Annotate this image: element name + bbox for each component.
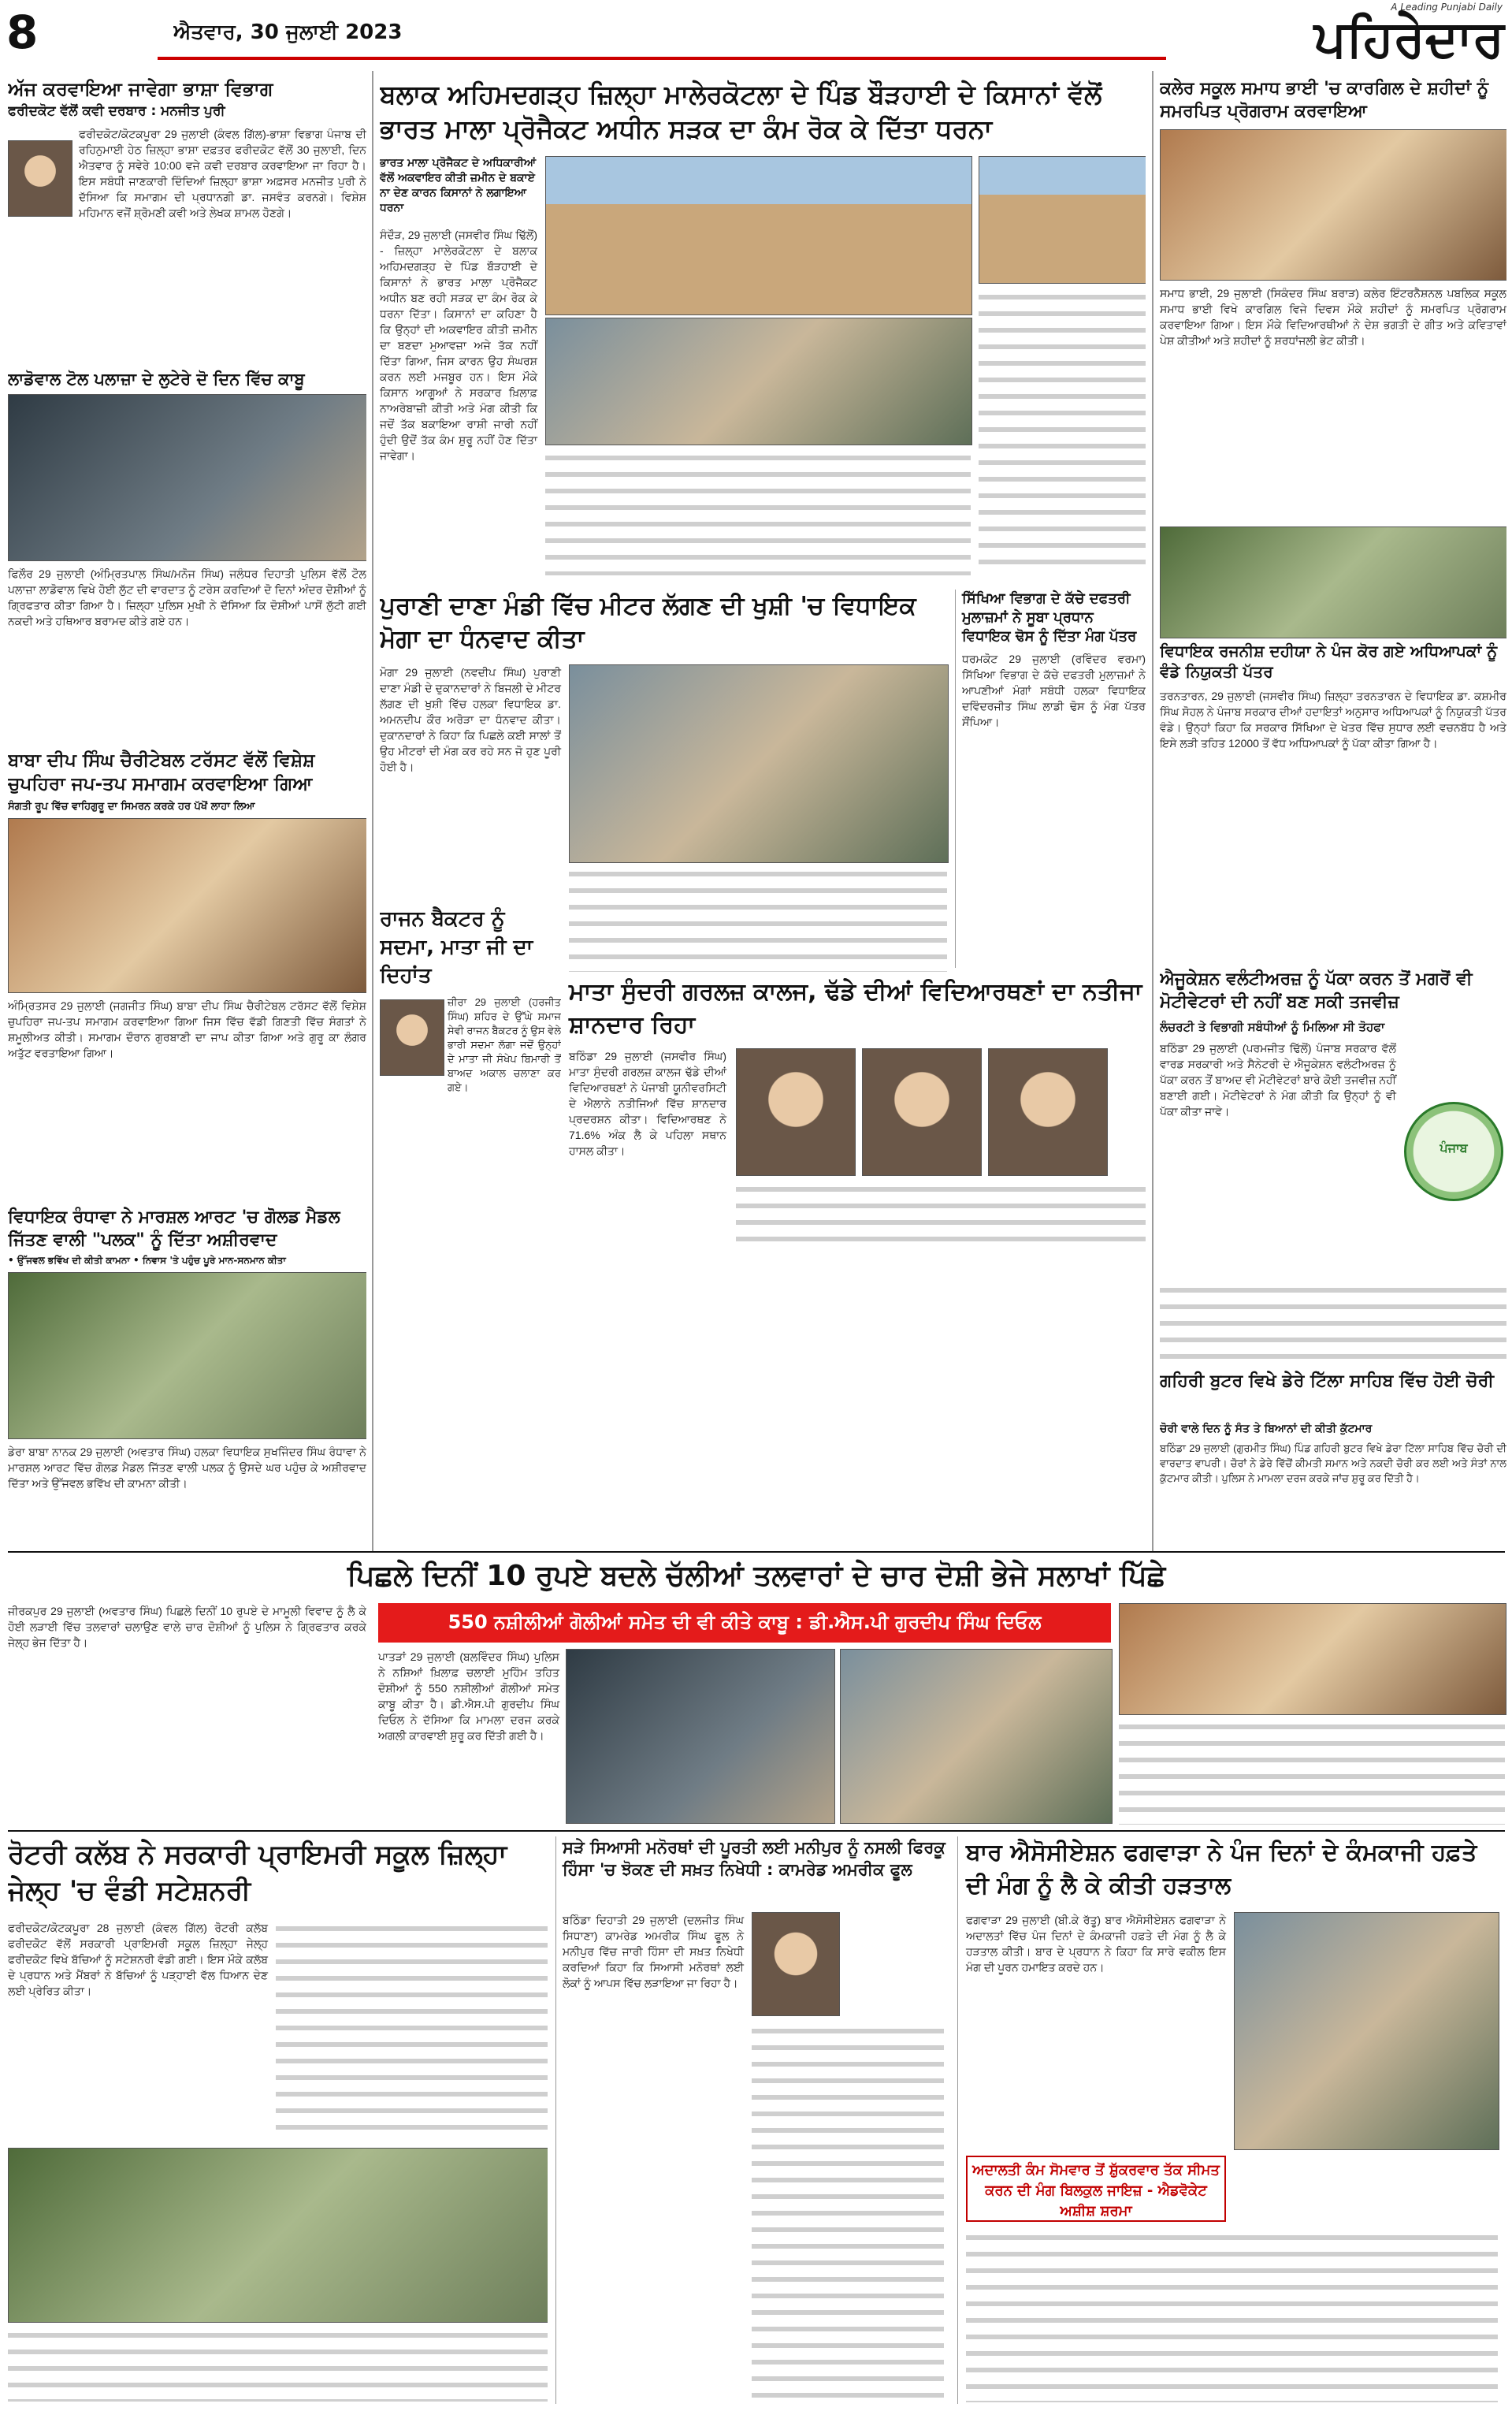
road-construction-photo [545,156,972,315]
side-event-body [1119,1718,1505,1825]
palak-medal-photo [8,1272,366,1439]
amrik-phool-photo [752,1912,840,2016]
kargil-program-photo [1160,129,1506,281]
left-column [8,77,366,1551]
rotary-body-cont [276,1920,548,2141]
mandi-meter-body-cont [569,865,947,972]
manipur-headline: ਸੜੇ ਸਿਆਸੀ ਮਨੋਰਥਾਂ ਦੀ ਪੂਰਤੀ ਲਈ ਮਨੀਪੁਰ ਨੂੰ ਨਸਲੀ ਫਿਰਕੂ ਹਿੰਸਾ 'ਚ ਝੋਕਣ ਦੀ ਸਖ਼ਤ ਨਿਖੇਧੀ : ਕਾਮਰੇਡ ਅਮਰੀਕ ਫੂਲ [563,1838,945,1879]
header-rule [158,57,1166,60]
column-divider-right [1152,71,1154,1553]
text-continuation [569,865,947,972]
text-continuation [8,2327,548,2402]
manjit-puri-photo [8,140,72,217]
lawyers-strike-photo [1234,1912,1499,2150]
text-continuation [1119,1718,1505,1825]
mandi-meter-headline: ਪੁਰਾਣੀ ਦਾਣਾ ਮੰਡੀ ਵਿੱਚ ਮੀਟਰ ਲੱਗਣ ਦੀ ਖੁਸ਼ੀ 'ਚ ਵਿਧਾਇਕ ਮੋਗਾ ਦਾ ਧੰਨਵਾਦ ਕੀਤਾ [380,592,916,653]
text-continuation [979,288,1146,576]
motivators-headline: ਐਜੂਕੇਸ਼ਨ ਵਲੰਟੀਅਰਜ਼ ਨੂੰ ਪੱਕਾ ਕਰਨ ਤੋਂ ਮਗਰੋਂ ਵੀ ਮੋਟੀਵੇਟਰਾਂ ਦੀ ਨਹੀਂ ਬਣ ਸਕੀ ਤਜਵੀਜ਼ [1160,969,1473,1012]
article-palak-caption: • ਉੱਜਵਲ ਭਵਿੱਖ ਦੀ ਕੀਤੀ ਕਾਮਨਾ • ਨਿਵਾਸ 'ਤੇ ਪਹੁੰਚ ਪੂਰੇ ਮਾਨ-ਸਨਮਾਨ ਕੀਤਾ [8,1255,286,1266]
lead-farmers-protest-kicker: ਭਾਰਤ ਮਾਲਾ ਪ੍ਰੋਜੈਕਟ ਦੇ ਅਧਿਕਾਰੀਆਂ ਵੱਲੋਂ ਅਕਵਾਇਰ ਕੀਤੀ ਜ਼ਮੀਨ ਦੇ ਬਕਾਏ ਨਾ ਦੇਣ ਕਾਰਨ ਕਿਸਾਨਾਂ ਨੇ ਲਗਾਇਆ ਧਰਨਾ [380,157,537,214]
appointment-letters-headline: ਵਿਧਾਇਕ ਰਜਨੀਸ਼ ਦਹੀਯਾ ਨੇ ਪੰਜ ਕੋਰ ਗਏ ਅਧਿਆਪਕਾਂ ਨੂੰ ਵੰਡੇ ਨਿਯੁਕਤੀ ਪੱਤਰ [1160,642,1498,681]
text-continuation [1160,1282,1506,1360]
rotary-body-cont2 [8,2327,548,2402]
sikhya-body: ਧਰਮਕੋਟ 29 ਜੁਲਾਈ (ਰਵਿੰਦਰ ਵਰਮਾ) ਸਿੱਖਿਆ ਵਿਭਾਗ ਦੇ ਕੱਚੇ ਦਫਤਰੀ ਮੁਲਾਜ਼ਮਾਂ ਨੇ ਆਪਣੀਆਂ ਮੰਗਾਂ ਸਬੰਧੀ ਹਲਕਾ ਵਿਧਾਇਕ ਦਵਿੰਦਰਜੀਤ ਸਿੰਘ ਲਾਡੀ ਢੋਸ ਨੂੰ ਮੰਗ ਪੱਤਰ ਸੌਂਪਿਆ। [962,653,1146,728]
section-rule-bottom [8,1830,1505,1832]
bar-association-headline: ਬਾਰ ਐਸੋਸੀਏਸ਼ਨ ਫਗਵਾੜਾ ਨੇ ਪੰਜ ਦਿਨਾਂ ਦੇ ਕੰਮਕਾਜੀ ਹਫ਼ਤੇ ਦੀ ਮੰਗ ਨੂੰ ਲੈ ਕੇ ਕੀਤੀ ਹੜਤਾਲ [966,1839,1477,1899]
text-continuation [545,449,971,575]
rotary-headline: ਰੋਟਰੀ ਕਲੱਬ ਨੇ ਸਰਕਾਰੀ ਪ੍ਰਾਇਮਰੀ ਸਕੂਲ ਜ਼ਿਲ੍ਹਾ ਜੇਲ੍ਹ 'ਚ ਵੰਡੀ ਸਟੇਸ਼ਨਰੀ [8,1839,507,1907]
student-photo-3 [988,1048,1108,1176]
masthead-title: ਪਹਿਰੇਦਾਰ [1313,9,1504,69]
drugs-banner: 550 ਨਸ਼ੀਲੀਆਂ ਗੋਲੀਆਂ ਸਮੇਤ ਦੀ ਵੀ ਕੀਤੇ ਕਾਬੂ : ਡੀ.ਐਸ.ਪੀ ਗੁਰਦੀਪ ਸਿੰਘ ਦਿਓਲ [378,1603,1111,1643]
student-photo-2 [862,1048,982,1176]
text-continuation [736,1181,1146,1244]
appointment-letters-photo [1160,526,1506,638]
crime-headline: ਪਿਛਲੇ ਦਿਨੀਂ 10 ਰੁਪਏ ਬਦਲੇ ਚੱਲੀਆਂ ਤਲਵਾਰਾਂ ਦੇ ਚਾਰ ਦੋਸ਼ੀ ਭੇਜੇ ਸਲਾਖਾਂ ਪਿੱਛੇ [347,1560,1166,1592]
rotary-body: ਫਰੀਦਕੋਟ/ਕੋਟਕਪੂਰਾ 28 ਜੁਲਾਈ (ਕੰਵਲ ਗਿੱਲ) ਰੋਟਰੀ ਕਲੱਬ ਫਰੀਦਕੋਟ ਵੱਲੋਂ ਸਰਕਾਰੀ ਪ੍ਰਾਇਮਰੀ ਸਕੂਲ ਜ਼ਿਲ੍ਹਾ ਜੇਲ੍ਹ ਫਰੀਦਕੋਟ ਵਿਖੇ ਬੱਚਿਆਂ ਨੂੰ ਸਟੇਸ਼ਨਰੀ ਵੰਡੀ ਗਈ। ਇਸ ਮੌਕੇ ਕਲੱਬ ਦੇ ਪ੍ਰਧਾਨ ਅਤੇ ਮੈਂਬਰਾਂ ਨੇ ਬੱਚਿਆਂ ਨੂੰ ਪੜ੍ਹਾਈ ਵੱਲ ਧਿਆਨ ਦੇਣ ਲਈ ਪ੍ਰੇਰਿਤ ਕੀਤਾ। [8,1922,268,1997]
police-arrest-photo [566,1649,835,1824]
bar-association-body-cont [966,2229,1498,2402]
manipur-body-cont [752,2022,944,2401]
lead-farmers-protest-headline: ਬਲਾਕ ਅਹਿਮਦਗੜ੍ਹ ਜ਼ਿਲ੍ਹਾ ਮਾਲੇਰਕੋਟਲਾ ਦੇ ਪਿੰਡ ਬੌੜਹਾਈ ਦੇ ਕਿਸਾਨਾਂ ਵੱਲੋਂ ਭਾਰਤ ਮਾਲਾ ਪ੍ਰੋਜੈਕਟ ਅਧੀਨ ਸੜਕ ਦਾ ਕੰਮ ਰੋਕ ਕੇ ਦਿੱਤਾ ਧਰਨਾ [380,79,1102,144]
lead-farmers-protest-body-cont [979,288,1146,576]
college-result-headline: ਮਾਤਾ ਸੁੰਦਰੀ ਗਰਲਜ਼ ਕਾਲਜ, ਢੱਡੇ ਦੀਆਂ ਵਿਦਿਆਰਥਣਾਂ ਦਾ ਨਤੀਜਾ ਸ਼ਾਨਦਾਰ ਰਿਹਾ [569,978,1142,1039]
rotary-article [8,1836,548,2404]
manipur-article [555,1836,949,2404]
rotary-stationery-photo [8,2148,548,2323]
theft-headline: ਗਹਿਰੀ ਬੁਟਰ ਵਿਖੇ ਡੇਰੇ ਟਿੱਲਾ ਸਾਹਿਬ ਵਿੱਚ ਹੋਈ ਚੋਰੀ [1160,1371,1494,1391]
kargil-program-body: ਸਮਾਧ ਭਾਈ, 29 ਜੁਲਾਈ (ਸਿਕੰਦਰ ਸਿੰਘ ਬਰਾੜ) ਕਲੇਰ ਇੰਟਰਨੈਸ਼ਨਲ ਪਬਲਿਕ ਸਕੂਲ ਸਮਾਧ ਭਾਈ ਵਿਖੇ ਕਾਰਗਿਲ ਵਿਜੇ ਦਿਵਸ ਮੌਕੇ ਸ਼ਹੀਦਾਂ ਨੂੰ ਸਮਰਪਿਤ ਪ੍ਰੋਗਰਾਮ ਕਰਵਾਇਆ ਗਿਆ। ਇਸ ਮੌਕੇ ਵਿਦਿਆਰਥੀਆਂ ਨੇ ਦੇਸ਼ ਭਗਤੀ ਦੇ ਗੀਤ ਅਤੇ ਕਵਿਤਾਵਾਂ ਪੇਸ਼ ਕੀਤੀਆਂ ਅਤੇ ਸ਼ਹੀਦਾਂ ਨੂੰ ਸ਼ਰਧਾਂਜਲੀ ਭੇਟ ਕੀਤੀ। [1160,287,1506,347]
college-result-body: ਬਠਿੰਡਾ 29 ਜੁਲਾਈ (ਜਸਵੀਰ ਸਿੰਘ) ਮਾਤਾ ਸੁੰਦਰੀ ਗਰਲਜ਼ ਕਾਲਜ ਢੱਡੇ ਦੀਆਂ ਵਿਦਿਆਰਥਣਾਂ ਨੇ ਪੰਜਾਬੀ ਯੂਨੀਵਰਸਿਟੀ ਦੇ ਐਲਾਨੇ ਨਤੀਜਿਆਂ ਵਿੱਚ ਸ਼ਾਨਦਾਰ ਪ੍ਰਦਰਸ਼ਨ ਕੀਤਾ। ਵਿਦਿਆਰਥਣ ਨੇ 71.6% ਅੰਕ ਲੈ ਕੇ ਪਹਿਲਾ ਸਥਾਨ ਹਾਸਲ ਕੀਤਾ। [569,1050,726,1157]
article-language-dept-headline: ਅੱਜ ਕਰਵਾਇਆ ਜਾਵੇਗਾ ਭਾਸ਼ਾ ਵਿਭਾਗ [8,78,273,100]
text-continuation [276,1920,548,2141]
jap-tap-samagam-photo [8,818,366,993]
crime-article [8,1603,366,1824]
article-jap-tap-body: ਅੰਮ੍ਰਿਤਸਰ 29 ਜੁਲਾਈ (ਜਗਜੀਤ ਸਿੰਘ) ਬਾਬਾ ਦੀਪ ਸਿੰਘ ਚੈਰੀਟੇਬਲ ਟਰੱਸਟ ਵੱਲੋਂ ਵਿਸ਼ੇਸ਼ ਚੁਪਹਿਰਾ ਜਪ-ਤਪ ਸਮਾਗਮ ਕਰਵਾਇਆ ਗਿਆ ਜਿਸ ਵਿੱਚ ਵੱਡੀ ਗਿਣਤੀ ਵਿੱਚ ਸੰਗਤਾਂ ਨੇ ਸ਼ਮੂਲੀਅਤ ਕੀਤੀ। ਸਮਾਗਮ ਦੌਰਾਨ ਗੁਰਬਾਣੀ ਦਾ ਜਾਪ ਕੀਤਾ ਗਿਆ ਅਤੇ ਗੁਰੂ ਕਾ ਲੰਗਰ ਅਤੁੱਟ ਵਰਤਾਇਆ ਗਿਆ। [8,999,366,1059]
article-toll-plaza-headline: ਲਾਡੋਵਾਲ ਟੋਲ ਪਲਾਜ਼ਾ ਦੇ ਲੁਟੇਰੇ ਦੋ ਦਿਨ ਵਿੱਚ ਕਾਬੂ [8,370,305,389]
article-jap-tap-caption: ਸੰਗਤੀ ਰੂਪ ਵਿੱਚ ਵਾਹਿਗੁਰੂ ਦਾ ਸਿਮਰਨ ਕਰਕੇ ਹਰ ਪੱਖੋਂ ਲਾਹਾ ਲਿਆ [8,801,255,813]
rajan-body: ਜ਼ੀਰਾ 29 ਜੁਲਾਈ (ਹਰਜੀਤ ਸਿੰਘ) ਸ਼ਹਿਰ ਦੇ ਉੱਘੇ ਸਮਾਜ ਸੇਵੀ ਰਾਜਨ ਬੈਕਟਰ ਨੂੰ ਉਸ ਵੇਲੇ ਭਾਰੀ ਸਦਮਾ ਲੱਗਾ ਜਦੋਂ ਉਨ੍ਹਾਂ ਦੇ ਮਾਤਾ ਜੀ ਸੰਖੇਪ ਬਿਮਾਰੀ ਤੋਂ ਬਾਅਦ ਅਕਾਲ ਚਲਾਣਾ ਕਰ ਗਏ। [448,996,561,1093]
manipur-body: ਬਠਿੰਡਾ ਦਿਹਾਤੀ 29 ਜੁਲਾਈ (ਦਲਜੀਤ ਸਿੰਘ ਸਿਧਾਣਾ) ਕਾਮਰੇਡ ਅਮਰੀਕ ਸਿੰਘ ਫੂਲ ਨੇ ਮਨੀਪੁਰ ਵਿੱਚ ਜਾਰੀ ਹਿੰਸਾ ਦੀ ਸਖ਼ਤ ਨਿਖੇਧੀ ਕਰਦਿਆਂ ਕਿਹਾ ਕਿ ਸਿਆਸੀ ਮਨੋਰਥਾਂ ਲਈ ਲੋਕਾਂ ਨੂੰ ਆਪਸ ਵਿੱਚ ਲੜਾਇਆ ਜਾ ਰਿਹਾ ਹੈ। [563,1914,744,1989]
mother-portrait-photo [380,999,444,1076]
masthead [1166,0,1512,71]
sikhya-article [955,590,1146,968]
college-result-body-cont [736,1181,1146,1244]
lead-farmers-protest-body: ਸੰਦੌੜ, 29 ਜੁਲਾਈ (ਜਸਵੀਰ ਸਿੰਘ ਢਿੱਲੋਂ) - ਜ਼ਿਲ੍ਹਾ ਮਾਲੇਰਕੋਟਲਾ ਦੇ ਬਲਾਕ ਅਹਿਮਦਗੜ੍ਹ ਦੇ ਪਿੰਡ ਬੌੜਹਾਈ ਦੇ ਕਿਸਾਨਾਂ ਨੇ ਭਾਰਤ ਮਾਲਾ ਪ੍ਰੋਜੈਕਟ ਅਧੀਨ ਬਣ ਰਹੀ ਸੜਕ ਦਾ ਕੰਮ ਰੋਕ ਕੇ ਧਰਨਾ ਦਿੱਤਾ। ਕਿਸਾਨਾਂ ਦਾ ਕਹਿਣਾ ਹੈ ਕਿ ਉਨ੍ਹਾਂ ਦੀ ਅਕਵਾਇਰ ਕੀਤੀ ਜ਼ਮੀਨ ਦਾ ਬਣਦਾ ਮੁਆਵਜ਼ਾ ਅਜੇ ਤੱਕ ਨਹੀਂ ਦਿੱਤਾ ਗਿਆ, ਜਿਸ ਕਾਰਨ ਉਹ ਸੰਘਰਸ਼ ਕਰਨ ਲਈ ਮਜਬੂਰ ਹਨ। ਇਸ ਮੌਕੇ ਕਿਸਾਨ ਆਗੂਆਂ ਨੇ ਸਰਕਾਰ ਖ਼ਿਲਾਫ਼ ਨਾਅਰੇਬਾਜ਼ੀ ਕੀਤੀ ਅਤੇ ਮੰਗ ਕੀਤੀ ਕਿ ਜਦੋਂ ਤੱਕ ਬਕਾਇਆ ਰਾਸ਼ੀ ਜਾਰੀ ਨਹੀਂ ਹੁੰਦੀ ਉਦੋਂ ਤੱਕ ਕੰਮ ਸ਼ੁਰੂ ਨਹੀਂ ਹੋਣ ਦਿੱਤਾ ਜਾਵੇਗਾ। [380,229,537,462]
masthead-tagline: A Leading Punjabi Daily [1391,2,1503,13]
appointment-letters-body: ਤਰਨਤਾਰਨ, 29 ਜੁਲਾਈ (ਜਸਵੀਰ ਸਿੰਘ) ਜ਼ਿਲ੍ਹਾ ਤਰਨਤਾਰਨ ਦੇ ਵਿਧਾਇਕ ਡਾ. ਕਸ਼ਮੀਰ ਸਿੰਘ ਸੋਹਲ ਨੇ ਪੰਜਾਬ ਸਰਕਾਰ ਦੀਆਂ ਹਦਾਇਤਾਂ ਅਨੁਸਾਰ ਅਧਿਆਪਕਾਂ ਨੂੰ ਨਿਯੁਕਤੀ ਪੱਤਰ ਵੰਡੇ। ਉਨ੍ਹਾਂ ਕਿਹਾ ਕਿ ਸਰਕਾਰ ਸਿੱਖਿਆ ਦੇ ਖੇਤਰ ਵਿੱਚ ਸੁਧਾਰ ਲਈ ਵਚਨਬੱਧ ਹੈ ਅਤੇ ਇਸੇ ਲੜੀ ਤਹਿਤ 12000 ਤੋਂ ਵੱਧ ਅਧਿਆਪਕਾਂ ਨੂੰ ਪੱਕਾ ਕੀਤਾ ਗਿਆ ਹੈ। [1160,690,1506,750]
bar-association-body: ਫਗਵਾੜਾ 29 ਜੁਲਾਈ (ਬੀ.ਕੇ ਰੱਤੂ) ਬਾਰ ਐਸੋਸੀਏਸ਼ਨ ਫਗਵਾੜਾ ਨੇ ਅਦਾਲਤਾਂ ਵਿੱਚ ਪੰਜ ਦਿਨਾਂ ਦੇ ਕੰਮਕਾਜੀ ਹਫ਼ਤੇ ਦੀ ਮੰਗ ਨੂੰ ਲੈ ਕੇ ਹੜਤਾਲ ਕੀਤੀ। ਬਾਰ ਦੇ ਪ੍ਰਧਾਨ ਨੇ ਕਿਹਾ ਕਿ ਸਾਰੇ ਵਕੀਲ ਇਸ ਮੰਗ ਦੀ ਪੂਰਨ ਹਮਾਇਤ ਕਰਦੇ ਹਨ। [966,1914,1226,1974]
bar-callout: ਅਦਾਲਤੀ ਕੰਮ ਸੋਮਵਾਰ ਤੋਂ ਸ਼ੁੱਕਰਵਾਰ ਤੱਕ ਸੀਮਤ ਕਰਨ ਦੀ ਮੰਗ ਬਿਲਕੁਲ ਜਾਇਜ਼ - ਐਡਵੋਕੇਟ ਅਸ਼ੀਸ਼ ਸ਼ਰਮਾ [966,2156,1226,2222]
motivators-body: ਬਠਿੰਡਾ 29 ਜੁਲਾਈ (ਪਰਮਜੀਤ ਢਿੱਲੋਂ) ਪੰਜਾਬ ਸਰਕਾਰ ਵੱਲੋਂ ਵਾਰਡ ਸਰਕਾਰੀ ਅਤੇ ਸੈਨੇਟਰੀ ਦੇ ਐਜੂਕੇਸ਼ਨ ਵਲੰਟੀਅਰਜ਼ ਨੂੰ ਪੱਕਾ ਕਰਨ ਤੋਂ ਬਾਅਦ ਵੀ ਮੋਟੀਵੇਟਰਾਂ ਬਾਰੇ ਕੋਈ ਤਜਵੀਜ਼ ਨਹੀਂ ਬਣਾਈ ਗਈ। ਮੋਟੀਵੇਟਰਾਂ ਨੇ ਮੰਗ ਕੀਤੀ ਕਿ ਉਨ੍ਹਾਂ ਨੂੰ ਵੀ ਪੱਕਾ ਕੀਤਾ ਜਾਵੇ। [1160,1042,1396,1118]
bar-association-article [957,1836,1505,2404]
text-continuation [966,2229,1498,2402]
mandi-meter-body: ਮੋਗਾ 29 ਜੁਲਾਈ (ਨਵਦੀਪ ਸਿੰਘ) ਪੁਰਾਣੀ ਦਾਣਾ ਮੰਡੀ ਦੇ ਦੁਕਾਨਦਾਰਾਂ ਨੇ ਬਿਜਲੀ ਦੇ ਮੀਟਰ ਲੱਗਣ ਦੀ ਖੁਸ਼ੀ ਵਿੱਚ ਹਲਕਾ ਵਿਧਾਇਕ ਡਾ. ਅਮਨਦੀਪ ਕੌਰ ਅਰੋੜਾ ਦਾ ਧੰਨਵਾਦ ਕੀਤਾ। ਦੁਕਾਨਦਾਰਾਂ ਨੇ ਕਿਹਾ ਕਿ ਪਿਛਲੇ ਕਈ ਸਾਲਾਂ ਤੋਂ ਉਹ ਮੀਟਰਾਂ ਦੀ ਮੰਗ ਕਰ ਰਹੇ ਸਨ ਜੋ ਹੁਣ ਪੂਰੀ ਹੋਈ ਹੈ। [380,666,561,773]
farmers-dharna-photo [545,318,972,445]
toll-plaza-arrest-photo [8,394,366,561]
text-continuation [752,2022,944,2401]
theft-body: ਬਠਿੰਡਾ 29 ਜੁਲਾਈ (ਗੁਰਮੀਤ ਸਿੰਘ) ਪਿੰਡ ਗਹਿਰੀ ਬੁਟਰ ਵਿਖੇ ਡੇਰਾ ਟਿੱਲਾ ਸਾਹਿਬ ਵਿੱਚ ਚੋਰੀ ਦੀ ਵਾਰਦਾਤ ਵਾਪਰੀ। ਚੋਰਾਂ ਨੇ ਡੇਰੇ ਵਿੱਚੋਂ ਕੀਮਤੀ ਸਮਾਨ ਅਤੇ ਨਕਦੀ ਚੋਰੀ ਕਰ ਲਈ ਅਤੇ ਸੰਤਾਂ ਨਾਲ ਕੁੱਟਮਾਰ ਕੀਤੀ। ਪੁਲਿਸ ਨੇ ਮਾਮਲਾ ਦਰਜ ਕਰਕੇ ਜਾਂਚ ਸ਼ੁਰੂ ਕਰ ਦਿੱਤੀ ਹੈ। [1160,1442,1506,1484]
field-site-photo [979,156,1146,284]
center-column [380,77,1146,1551]
article-language-dept-body: ਫਰੀਦਕੋਟ/ਕੋਟਕਪੂਰਾ 29 ਜੁਲਾਈ (ਕੰਵਲ ਗਿੱਲ)-ਭਾਸ਼ਾ ਵਿਭਾਗ ਪੰਜਾਬ ਦੀ ਰਹਿਨੁਮਾਈ ਹੇਠ ਜ਼ਿਲ੍ਹਾ ਭਾਸ਼ਾ ਦਫ਼ਤਰ ਫਰੀਦਕੋਟ ਵੱਲੋਂ 30 ਜੁਲਾਈ, ਦਿਨ ਐਤਵਾਰ ਨੂੰ ਸਵੇਰੇ 10:00 ਵਜੇ ਕਵੀ ਦਰਬਾਰ ਕਰਵਾਇਆ ਜਾ ਰਿਹਾ ਹੈ। ਇਸ ਸਬੰਧੀ ਜਾਣਕਾਰੀ ਦਿੰਦਿਆਂ ਜ਼ਿਲ੍ਹਾ ਭਾਸ਼ਾ ਅਫ਼ਸਰ ਮਨਜੀਤ ਪੁਰੀ ਨੇ ਦੱਸਿਆ ਕਿ ਸਮਾਗਮ ਦੀ ਪ੍ਰਧਾਨਗੀ ਡਾ. ਜਸਵੰਤ ਕਰਨਗੇ। ਵਿਸ਼ੇਸ਼ ਮਹਿਮਾਨ ਵਜੋਂ ਸ਼੍ਰੋਮਣੀ ਕਵੀ ਅਤੇ ਲੇਖਕ ਸ਼ਾਮਲ ਹੋਣਗੇ। [79,128,366,219]
side-event-photo [1119,1603,1506,1715]
rajan-headline: ਰਾਜਨ ਬੈਕਟਰ ਨੂੰ ਸਦਮਾ, ਮਾਤਾ ਜੀ ਦਾ ਦਿਹਾਂਤ [380,907,533,988]
article-jap-tap-headline: ਬਾਬਾ ਦੀਪ ਸਿੰਘ ਚੈਰੀਟੇਬਲ ਟਰੱਸਟ ਵੱਲੋਂ ਵਿਸ਼ੇਸ਼ ਚੁਪਹਿਰਾ ਜਪ-ਤਪ ਸਮਾਗਮ ਕਰਵਾਇਆ ਗਿਆ [8,750,315,794]
article-language-dept-subhead: ਫਰੀਦਕੋਟ ਵੱਲੋਂ ਕਵੀ ਦਰਬਾਰ : ਮਨਜੀਤ ਪੁਰੀ [8,103,225,119]
sikhya-headline: ਸਿੱਖਿਆ ਵਿਭਾਗ ਦੇ ਕੱਚੇ ਦਫਤਰੀ ਮੁਲਾਜ਼ਮਾਂ ਨੇ ਸੂਬਾ ਪ੍ਰਧਾਨ ਵਿਧਾਇਕ ਢੋਸ ਨੂੰ ਦਿੱਤਾ ਮੰਗ ਪੱਤਰ [962,590,1137,645]
kargil-program-headline: ਕਲੇਰ ਸਕੂਲ ਸਮਾਧ ਭਾਈ 'ਚ ਕਾਰਗਿਲ ਦੇ ਸ਼ਹੀਦਾਂ ਨੂੰ ਸਮਰਪਿਤ ਪ੍ਰੋਗਰਾਮ ਕਰਵਾਇਆ [1160,79,1488,121]
police-press-photo [840,1649,1113,1824]
lead-farmers-protest-body-cont2 [545,449,971,575]
drugs-body: ਪਾਤੜਾਂ 29 ਜੁਲਾਈ (ਬਲਵਿੰਦਰ ਸਿੰਘ) ਪੁਲਿਸ ਨੇ ਨਸ਼ਿਆਂ ਖ਼ਿਲਾਫ਼ ਚਲਾਈ ਮੁਹਿੰਮ ਤਹਿਤ ਦੋਸ਼ੀਆਂ ਨੂੰ 550 ਨਸ਼ੀਲੀਆਂ ਗੋਲੀਆਂ ਸਮੇਤ ਕਾਬੂ ਕੀਤਾ ਹੈ। ਡੀ.ਐਸ.ਪੀ ਗੁਰਦੀਪ ਸਿੰਘ ਦਿਓਲ ਨੇ ਦੱਸਿਆ ਕਿ ਮਾਮਲਾ ਦਰਜ ਕਰਕੇ ਅਗਲੀ ਕਾਰਵਾਈ ਸ਼ੁਰੂ ਕਰ ਦਿੱਤੀ ਗਈ ਹੈ। [378,1650,559,1742]
logo-label: ਪੰਜਾਬ [1440,1140,1468,1155]
rajan-article [380,905,561,1141]
article-toll-plaza-body: ਫਿਲੌਰ 29 ਜੁਲਾਈ (ਅੰਮ੍ਰਿਤਪਾਲ ਸਿੰਘ/ਮਨੋਜ ਸਿੰਘ) ਜਲੰਧਰ ਦਿਹਾਤੀ ਪੁਲਿਸ ਵੱਲੋਂ ਟੋਲ ਪਲਾਜ਼ਾ ਲਾਡੋਵਾਲ ਵਿਖੇ ਹੋਈ ਲੁੱਟ ਦੀ ਵਾਰਦਾਤ ਨੂੰ ਟਰੇਸ ਕਰਦਿਆਂ ਦੋ ਦਿਨਾਂ ਅੰਦਰ ਦੋਸ਼ੀਆਂ ਨੂੰ ਗ੍ਰਿਫਤਾਰ ਕੀਤਾ ਗਿਆ ਹੈ। ਜ਼ਿਲ੍ਹਾ ਪੁਲਿਸ ਮੁਖੀ ਨੇ ਦੱਸਿਆ ਕਿ ਦੋਸ਼ੀਆਂ ਪਾਸੋਂ ਲੁੱਟੀ ਗਈ ਨਕਦੀ ਅਤੇ ਹਥਿਆਰ ਬਰਾਮਦ ਕੀਤੇ ਗਏ ਹਨ। [8,567,366,627]
punjab-education-logo [1404,1102,1503,1201]
mandi-meter-photo [569,664,949,863]
page-number: 8 [6,6,39,59]
column-divider-left [372,71,373,1553]
student-photo-1 [736,1048,856,1176]
section-rule [8,1551,1505,1553]
right-column [1160,77,1506,1551]
motivators-subhead: ਲੰਚਰਟੀ ਤੇ ਵਿਭਾਗੀ ਸਬੰਧੀਆਂ ਨੂੰ ਮਿਲਿਆ ਸੀ ਤੋਹਫਾ [1160,1020,1385,1034]
article-palak-headline: ਵਿਧਾਇਕ ਰੰਧਾਵਾ ਨੇ ਮਾਰਸ਼ਲ ਆਰਟ 'ਚ ਗੋਲਡ ਮੈਡਲ ਜਿੱਤਣ ਵਾਲੀ "ਪਲਕ" ਨੂੰ ਦਿੱਤਾ ਅਸ਼ੀਰਵਾਦ [8,1207,340,1250]
theft-subhead: ਚੋਰੀ ਵਾਲੇ ਦਿਨ ਨੂੰ ਸੰਤ ਤੇ ਬਿਆਨਾਂ ਦੀ ਕੀਤੀ ਕੁੱਟਮਾਰ [1160,1423,1373,1435]
article-palak-body: ਡੇਰਾ ਬਾਬਾ ਨਾਨਕ 29 ਜੁਲਾਈ (ਅਵਤਾਰ ਸਿੰਘ) ਹਲਕਾ ਵਿਧਾਇਕ ਸੁਖਜਿੰਦਰ ਸਿੰਘ ਰੰਧਾਵਾ ਨੇ ਮਾਰਸ਼ਲ ਆਰਟ ਵਿੱਚ ਗੋਲਡ ਮੈਡਲ ਜਿੱਤਣ ਵਾਲੀ ਪਲਕ ਨੂੰ ਉਸਦੇ ਘਰ ਪਹੁੰਚ ਕੇ ਅਸ਼ੀਰਵਾਦ ਦਿੱਤਾ ਅਤੇ ਉੱਜਵਲ ਭਵਿੱਖ ਦੀ ਕਾਮਨਾ ਕੀਤੀ। [8,1445,366,1490]
motivators-body-cont [1160,1282,1506,1360]
crime-body: ਜੀਰਕਪੁਰ 29 ਜੁਲਾਈ (ਅਵਤਾਰ ਸਿੰਘ) ਪਿਛਲੇ ਦਿਨੀਂ 10 ਰੁਪਏ ਦੇ ਮਾਮੂਲੀ ਵਿਵਾਦ ਨੂੰ ਲੈ ਕੇ ਹੋਈ ਲੜਾਈ ਵਿੱਚ ਤਲਵਾਰਾਂ ਚਲਾਉਣ ਵਾਲੇ ਚਾਰ ਦੋਸ਼ੀਆਂ ਨੂੰ ਪੁਲਿਸ ਨੇ ਗ੍ਰਿਫਤਾਰ ਕਰਕੇ ਜੇਲ੍ਹ ਭੇਜ ਦਿੱਤਾ ਹੈ। [8,1605,366,1649]
issue-date: ਐਤਵਾਰ, 30 ਜੁਲਾਈ 2023 [173,20,403,44]
